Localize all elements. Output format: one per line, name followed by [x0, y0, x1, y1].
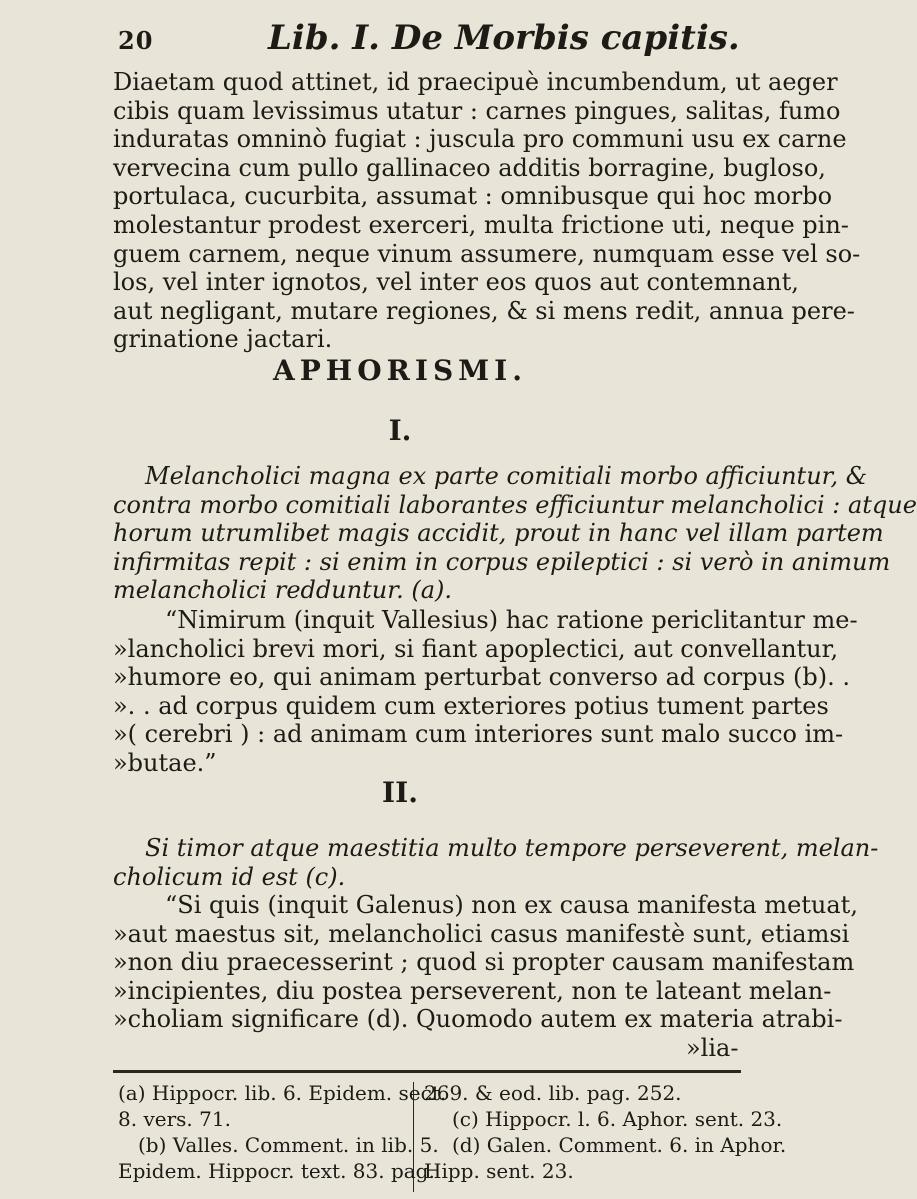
- text-line: »aut maestus sit, melancholici casus manifestè sunt, etiamsi: [113, 919, 850, 948]
- footnote-line: Hipp. sent. 23.: [424, 1159, 574, 1183]
- footnotes-right: [424, 1080, 786, 1184]
- aphorism-1-numeral: I.: [388, 414, 412, 447]
- text-line: aut negligant, mutare regiones, & si mens redit, annua pere-: [113, 296, 855, 325]
- text-line: vervecina cum pullo gallinaceo additis borragine, bugloso,: [113, 153, 826, 182]
- footnote-line: (a) Hippocr. lib. 6. Epidem. sect.: [118, 1081, 447, 1105]
- running-title: Lib. I. De Morbis capitis.: [268, 18, 740, 58]
- text-line: »incipientes, diu postea perseverent, non te lateant melan-: [113, 976, 832, 1005]
- text-line: »( cerebri ) : ad animam cum interiores sunt malo succo im-: [113, 720, 844, 749]
- aphorism-1-text: [113, 462, 917, 605]
- text-line: »lancholici brevi mori, si fiant apoplectici, aut convellantur,: [113, 634, 839, 663]
- page-header: [118, 18, 738, 58]
- footnote-line: 8. vers. 71.: [118, 1107, 231, 1131]
- catchword: »lia-: [686, 1034, 739, 1062]
- text-line: cholicum id est (c).: [113, 862, 346, 891]
- text-line: »choliam significare (d). Quomodo autem ex materia atrabi-: [113, 1005, 843, 1034]
- text-line: melancholici redduntur. (a).: [113, 576, 453, 605]
- text-line: Si timor atque maestitia multo tempore perseverent, melan-: [145, 834, 879, 862]
- aphorism-2-commentary: [113, 891, 858, 1034]
- text-line: horum utrumlibet magis accidit, prout in hanc vel illam partem: [113, 519, 884, 548]
- section-title: APHORISMI.: [272, 354, 528, 387]
- text-line: »non diu praecesserint ; quod si propter causam manifestam: [113, 948, 855, 977]
- text-line: portulaca, cucurbita, assumat : omnibusque qui hoc morbo: [113, 182, 833, 211]
- footnote-rule: [113, 1070, 741, 1073]
- text-line: guem carnem, neque vinum assumere, numquam esse vel so-: [113, 239, 861, 268]
- text-line: “Si quis (inquit Galenus) non ex causa manifesta metuat,: [165, 891, 858, 919]
- footnote-line: (d) Galen. Comment. 6. in Aphor.: [452, 1133, 787, 1157]
- aphorism-1-commentary: [113, 606, 858, 778]
- footnote-line: Epidem. Hippocr. text. 83. pag.: [118, 1159, 435, 1183]
- text-line: »humore eo, qui animam perturbat converso ad corpus (b). .: [113, 663, 850, 692]
- footnotes-left: [118, 1080, 446, 1184]
- text-line: los, vel inter ignotos, vel inter eos quos aut contemnant,: [113, 268, 799, 297]
- aphorism-2-text: [113, 834, 879, 891]
- text-line: cibis quam levissimus utatur : carnes pingues, salitas, fumo: [113, 96, 841, 125]
- footnote-line: 269. & eod. lib. pag. 252.: [424, 1081, 682, 1105]
- text-line: ». . ad corpus quidem cum exteriores potius tument partes: [113, 691, 829, 720]
- text-line: “Nimirum (inquit Vallesius) hac ratione periclitantur me-: [165, 606, 858, 634]
- text-line: »butae.”: [113, 748, 217, 777]
- footnote-line: (c) Hippocr. l. 6. Aphor. sent. 23.: [452, 1107, 783, 1131]
- aphorism-2-numeral: II.: [382, 776, 418, 809]
- intro-paragraph: [113, 68, 861, 354]
- text-line: grinatione jactari.: [113, 325, 333, 354]
- text-line: induratas omninò fugiat : juscula pro communi usu ex carne: [113, 125, 847, 154]
- footnote-line: (b) Valles. Comment. in lib. 5.: [138, 1133, 439, 1157]
- page-number: 20: [118, 26, 154, 55]
- text-line: infirmitas repit : si enim in corpus epileptici : si verò in animum: [113, 547, 891, 576]
- text-line: contra morbo comitiali laborantes efficiuntur melancholici : atque: [113, 490, 917, 519]
- text-line: molestantur prodest exerceri, multa frictione uti, neque pin-: [113, 210, 849, 239]
- text-line: Diaetam quod attinet, id praecipuè incumbendum, ut aeger: [113, 68, 838, 96]
- text-line: Melancholici magna ex parte comitiali morbo afficiuntur, &: [145, 462, 868, 490]
- footnote-column-divider: [413, 1082, 414, 1192]
